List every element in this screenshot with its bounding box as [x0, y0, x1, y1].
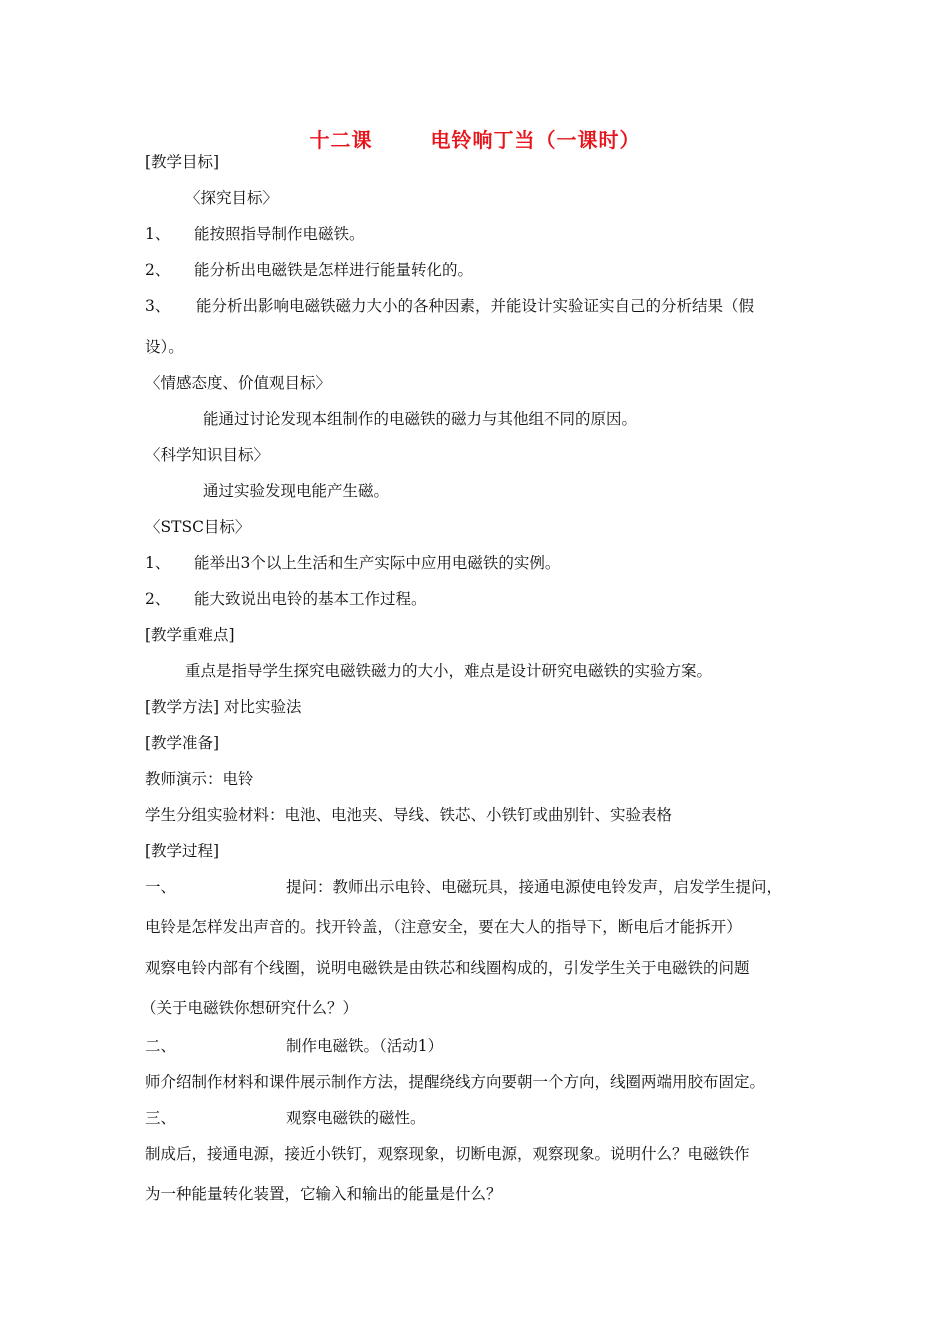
stsc-item-2-number: 2、	[145, 590, 171, 608]
process-step-3-number: 三、	[145, 1109, 177, 1127]
process-step-2-continuation: 师介绍制作材料和课件展示制作方法，提醒绕线方向要朝一个方向，线圈两端用胶布固定。	[145, 1073, 766, 1091]
process-step-3-continuation-2: 为一种能量转化装置，它输入和输出的能量是什么？	[145, 1185, 502, 1203]
process-step-1-continuation-3: （关于电磁铁你想研究什么？）	[141, 999, 359, 1017]
process-step-3-text: 观察电磁铁的磁性。	[286, 1109, 426, 1127]
process-step-3	[145, 1108, 426, 1128]
goal-item-1-number: 1、	[145, 225, 171, 243]
process-step-1-continuation-1: 电铃是怎样发出声音的。找开铃盖，（注意安全，要在大人的指导下，断电后才能拆开）	[145, 918, 742, 936]
goal-item-2-number: 2、	[145, 261, 171, 279]
stsc-item-1-number: 1、	[145, 554, 171, 572]
stsc-item-2-text: 能大致说出电铃的基本工作过程。	[194, 590, 427, 608]
goal-item-2	[145, 260, 474, 280]
stsc-item-1-text: 能举出3个以上生活和生产实际中应用电磁铁的实例。	[194, 554, 561, 572]
emotion-goals-text: 能通过讨论发现本组制作的电磁铁的磁力与其他组不同的原因。	[203, 410, 638, 428]
student-materials: 学生分组实验材料：电池、电池夹、导线、铁芯、小铁钉或曲别针、实验表格	[145, 806, 673, 824]
teacher-demo: 教师演示：电铃	[145, 770, 254, 788]
process-step-1-continuation-2: 观察电铃内部有个线圈，说明电磁铁是由铁芯和线圈构成的，引发学生关于电磁铁的问题	[145, 959, 750, 977]
goal-item-3-text: 能分析出影响电磁铁磁力大小的各种因素，并能设计实验证实自己的分析结果（假	[196, 297, 755, 315]
teaching-goals-heading: [教学目标]	[145, 153, 220, 171]
process-step-2-number: 二、	[145, 1037, 177, 1055]
emotion-goals-heading: 〈情感态度、价值观目标〉	[145, 374, 332, 392]
process-step-1	[145, 877, 783, 897]
goal-item-1-text: 能按照指导制作电磁铁。	[194, 225, 365, 243]
stsc-goals-heading: 〈STSC目标〉	[145, 518, 251, 536]
stsc-item-1	[145, 553, 561, 573]
goal-item-3	[145, 296, 755, 316]
process-step-1-number: 一、	[145, 878, 177, 896]
explore-goals-heading: 〈探究目标〉	[185, 189, 279, 207]
teaching-method: [教学方法] 对比实验法	[145, 698, 302, 716]
goal-item-1	[145, 224, 365, 244]
science-goals-heading: 〈科学知识目标〉	[145, 446, 270, 464]
title-lesson-name: 电铃响丁当（一课时）	[430, 128, 641, 152]
title-lesson-number: 十二课	[309, 128, 373, 152]
stsc-item-2	[145, 589, 427, 609]
lesson-title	[0, 124, 950, 153]
teaching-process-heading: [教学过程]	[145, 842, 220, 860]
process-step-3-continuation-1: 制成后，接通电源，接近小铁钉，观察现象，切断电源，观察现象。说明什么？电磁铁作	[145, 1145, 750, 1163]
teaching-prep-heading: [教学准备]	[145, 734, 220, 752]
goal-item-2-text: 能分析出电磁铁是怎样进行能量转化的。	[194, 261, 474, 279]
goal-item-3-continuation: 设）。	[145, 338, 184, 356]
process-step-2-text: 制作电磁铁。（活动1）	[286, 1037, 444, 1055]
key-points-text: 重点是指导学生探究电磁铁磁力的大小，难点是设计研究电磁铁的实验方案。	[185, 662, 713, 680]
goal-item-3-number: 3、	[145, 297, 171, 315]
process-step-1-text: 提问：教师出示电铃、电磁玩具，接通电源使电铃发声，启发学生提问，	[286, 878, 783, 896]
science-goals-text: 通过实验发现电能产生磁。	[203, 482, 390, 500]
process-step-2	[145, 1036, 444, 1056]
key-points-heading: [教学重难点]	[145, 626, 235, 644]
